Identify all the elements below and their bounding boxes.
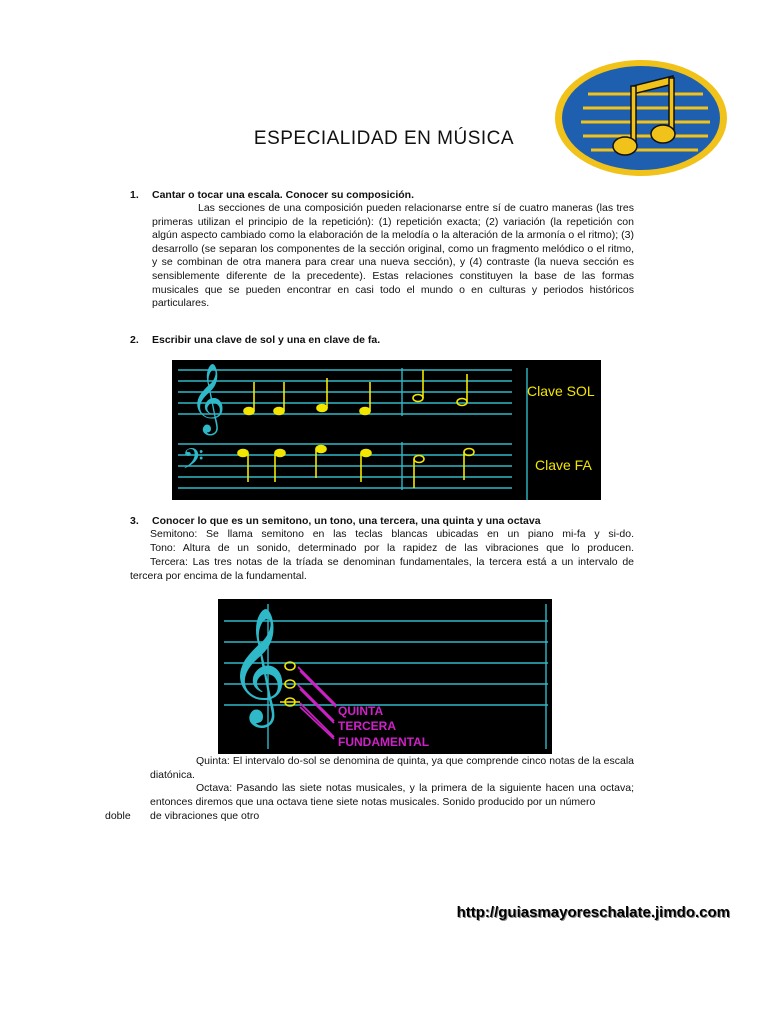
octava-end: de vibraciones que otro: [150, 810, 260, 822]
tercera-label: TERCERA: [338, 719, 397, 733]
tono-text: Tono: Altura de un sonido, determinado por la rapidez de las vibraciones que lo producen.: [150, 542, 634, 554]
tercera-text: Tercera: Las tres notas de la tríada se denominan fundamentales, la tercera está a un intervalo de tercera por encima de la fundamental.: [130, 556, 634, 582]
section-2-number: 2.: [130, 334, 139, 346]
fundamental-label: FUNDAMENTAL: [338, 735, 430, 749]
section-1-paragraph: Las secciones de una composición pueden relacionarse entre sí de cuatro maneras (las tres primeras utilizan el principio de la repetición): (1) repetición exacta; (2) variación (la repetición con algún aspecto cambiado como la elaboración de la melodía o la alteración de la armonía o el ritmo); (3) desarrollo (se separan los componentes de la sección original, como un fragmento melódico o el ritmo, y se combinan de otra manera para crear una nueva sección), y (4) contraste (la nueva sección es sensiblemente diferente de la precedente). Estas relaciones constituyen la base de las formas musicales que se pueden encontrar en casi todo el mundo o en culturas y periodos históricos particulares.: [152, 202, 634, 310]
treble-clef-icon: 𝄞: [190, 364, 226, 431]
section-1-heading: Cantar o tocar una escala. Conocer su composición.: [152, 189, 414, 201]
intervals-figure: [218, 599, 552, 754]
octava-text: Octava: Pasando las siete notas musicales, y la primera de la siguiente hacen una octava; entonces diremos que una octava tiene siete notas musicales. Sonido producido por un número: [150, 782, 634, 808]
music-badge-logo: [553, 58, 729, 178]
treble-clef-icon-2: 𝄞: [228, 609, 288, 721]
footer-url[interactable]: http://guiasmayoreschalate.jimdo.com: [456, 904, 730, 921]
section-3-number: 3.: [130, 515, 139, 527]
clefs-figure: [172, 360, 601, 500]
semitono-text: Semitono: Se llama semitono en las teclas blancas ubicadas en un piano mi-fa y si-do.: [150, 528, 634, 540]
section-2-heading: Escribir una clave de sol y una en clave de fa.: [152, 334, 381, 346]
page-title: ESPECIALIDAD EN MÚSICA: [253, 128, 515, 149]
bass-clef-icon: 𝄢: [182, 444, 204, 482]
clave-sol-label: Clave SOL: [527, 383, 595, 399]
octava-doble: doble: [105, 810, 131, 822]
quinta-label: QUINTA: [338, 704, 384, 718]
section-1-number: 1.: [130, 189, 139, 201]
clave-fa-label: Clave FA: [535, 457, 592, 473]
quinta-text: Quinta: El intervalo do-sol se denomina de quinta, ya que comprende cinco notas de la escala diatónica.: [150, 755, 634, 781]
section-3-heading: Conocer lo que es un semitono, un tono, una tercera, una quinta y una octava: [152, 515, 541, 527]
